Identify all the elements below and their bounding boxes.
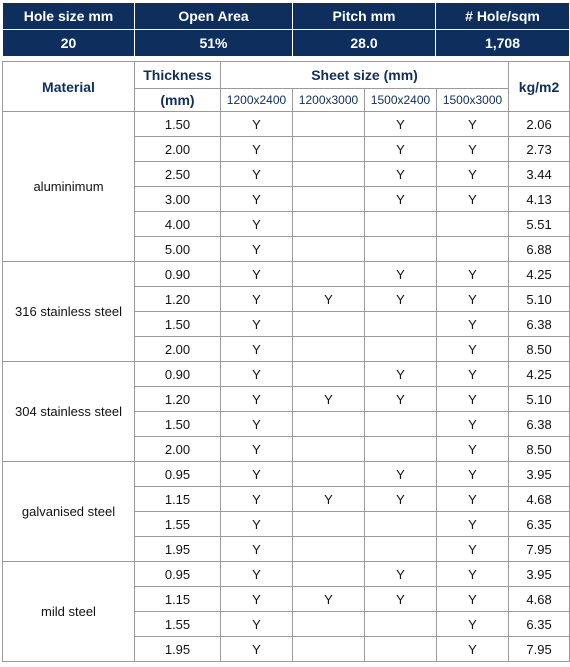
size-1200x2400-cell: Y	[221, 512, 293, 537]
summary-header-pitch: Pitch mm	[293, 3, 436, 30]
size-1500x3000-cell: Y	[437, 362, 509, 387]
summary-header-holes-per-sqm: # Hole/sqm	[436, 3, 570, 30]
kg-per-m2-cell: 2.73	[509, 137, 570, 162]
size-1500x3000-cell	[437, 212, 509, 237]
size-1200x2400-cell: Y	[221, 462, 293, 487]
size-1500x3000-cell: Y	[437, 112, 509, 137]
size-1200x3000-cell: Y	[293, 287, 365, 312]
thickness-cell: 3.00	[135, 187, 221, 212]
size-1200x2400-cell: Y	[221, 562, 293, 587]
size-1500x3000-cell: Y	[437, 487, 509, 512]
thickness-cell: 1.95	[135, 537, 221, 562]
table-row	[3, 112, 570, 137]
size-header-1500x2400: 1500x2400	[365, 89, 437, 112]
material-header: Material	[3, 62, 135, 112]
size-1500x3000-cell: Y	[437, 537, 509, 562]
size-1500x2400-cell	[365, 437, 437, 462]
kg-per-m2-cell: 6.35	[509, 612, 570, 637]
size-1200x3000-cell	[293, 237, 365, 262]
kg-per-m2-cell: 8.50	[509, 337, 570, 362]
thickness-cell: 1.50	[135, 312, 221, 337]
kg-per-m2-cell: 5.10	[509, 287, 570, 312]
size-1500x3000-cell: Y	[437, 462, 509, 487]
size-1500x3000-cell: Y	[437, 387, 509, 412]
size-1200x3000-cell	[293, 612, 365, 637]
size-1500x3000-cell: Y	[437, 162, 509, 187]
size-1500x2400-cell	[365, 312, 437, 337]
size-1200x2400-cell: Y	[221, 587, 293, 612]
size-1200x2400-cell: Y	[221, 362, 293, 387]
kg-per-m2-cell: 7.95	[509, 537, 570, 562]
size-1200x3000-cell	[293, 212, 365, 237]
thickness-cell: 1.95	[135, 637, 221, 662]
size-header-1500x3000: 1500x3000	[437, 89, 509, 112]
size-1200x3000-cell	[293, 537, 365, 562]
kg-per-m2-cell: 4.25	[509, 362, 570, 387]
spec-body	[3, 112, 570, 662]
kg-per-m2-cell: 4.68	[509, 487, 570, 512]
size-1500x3000-cell: Y	[437, 312, 509, 337]
size-1200x3000-cell: Y	[293, 387, 365, 412]
size-1500x2400-cell: Y	[365, 287, 437, 312]
material-cell: mild steel	[3, 562, 135, 662]
size-1500x2400-cell	[365, 612, 437, 637]
summary-value-row	[3, 30, 570, 57]
size-1200x2400-cell: Y	[221, 387, 293, 412]
thickness-cell: 0.90	[135, 262, 221, 287]
spec-header-row	[3, 62, 570, 89]
size-1200x3000-cell	[293, 362, 365, 387]
size-1200x2400-cell: Y	[221, 137, 293, 162]
thickness-cell: 2.00	[135, 137, 221, 162]
kg-header: kg/m2	[509, 62, 570, 112]
size-1200x2400-cell: Y	[221, 437, 293, 462]
size-1500x2400-cell: Y	[365, 562, 437, 587]
size-1500x3000-cell: Y	[437, 587, 509, 612]
thickness-cell: 4.00	[135, 212, 221, 237]
thickness-cell: 1.20	[135, 387, 221, 412]
size-1200x2400-cell: Y	[221, 162, 293, 187]
thickness-cell: 1.15	[135, 487, 221, 512]
thickness-cell: 2.50	[135, 162, 221, 187]
size-1500x3000-cell: Y	[437, 637, 509, 662]
summary-value-open-area: 51%	[135, 30, 293, 57]
spec-table	[2, 61, 570, 662]
size-1500x2400-cell	[365, 537, 437, 562]
size-1500x2400-cell	[365, 237, 437, 262]
kg-per-m2-cell: 3.95	[509, 562, 570, 587]
summary-table	[2, 2, 570, 57]
size-1200x2400-cell: Y	[221, 537, 293, 562]
size-1200x3000-cell	[293, 137, 365, 162]
size-1200x3000-cell	[293, 112, 365, 137]
material-cell: galvanised steel	[3, 462, 135, 562]
material-cell: aluminimum	[3, 112, 135, 262]
size-1200x2400-cell: Y	[221, 612, 293, 637]
kg-per-m2-cell: 4.25	[509, 262, 570, 287]
thickness-cell: 1.50	[135, 412, 221, 437]
thickness-cell: 0.95	[135, 462, 221, 487]
size-1500x3000-cell: Y	[437, 512, 509, 537]
size-1500x3000-cell: Y	[437, 612, 509, 637]
kg-per-m2-cell: 8.50	[509, 437, 570, 462]
size-1200x3000-cell: Y	[293, 587, 365, 612]
size-1200x2400-cell: Y	[221, 312, 293, 337]
thickness-cell: 0.95	[135, 562, 221, 587]
summary-header-open-area: Open Area	[135, 3, 293, 30]
thickness-header: Thickness	[135, 62, 221, 89]
kg-per-m2-cell: 6.38	[509, 312, 570, 337]
size-header-1200x3000: 1200x3000	[293, 89, 365, 112]
summary-value-hole-size: 20	[3, 30, 135, 57]
kg-per-m2-cell: 3.44	[509, 162, 570, 187]
table-row	[3, 262, 570, 287]
kg-per-m2-cell: 4.13	[509, 187, 570, 212]
thickness-cell: 1.50	[135, 112, 221, 137]
size-1500x2400-cell: Y	[365, 112, 437, 137]
size-1500x3000-cell: Y	[437, 137, 509, 162]
size-1200x3000-cell	[293, 562, 365, 587]
kg-per-m2-cell: 4.68	[509, 587, 570, 612]
size-1200x2400-cell: Y	[221, 637, 293, 662]
size-1200x2400-cell: Y	[221, 212, 293, 237]
size-1500x2400-cell: Y	[365, 462, 437, 487]
size-1500x3000-cell: Y	[437, 187, 509, 212]
size-1200x3000-cell	[293, 312, 365, 337]
sheet-size-header: Sheet size (mm)	[221, 62, 509, 89]
size-1200x3000-cell	[293, 187, 365, 212]
size-1200x2400-cell: Y	[221, 237, 293, 262]
table-row	[3, 362, 570, 387]
kg-per-m2-cell: 5.51	[509, 212, 570, 237]
thickness-cell: 2.00	[135, 337, 221, 362]
size-1500x2400-cell: Y	[365, 362, 437, 387]
kg-per-m2-cell: 6.35	[509, 512, 570, 537]
size-1500x2400-cell	[365, 637, 437, 662]
size-1500x3000-cell: Y	[437, 262, 509, 287]
thickness-unit-header: (mm)	[135, 89, 221, 112]
kg-per-m2-cell: 6.38	[509, 412, 570, 437]
size-1200x3000-cell: Y	[293, 487, 365, 512]
summary-value-pitch: 28.0	[293, 30, 436, 57]
material-cell: 304 stainless steel	[3, 362, 135, 462]
size-1200x2400-cell: Y	[221, 262, 293, 287]
kg-per-m2-cell: 3.95	[509, 462, 570, 487]
size-1200x2400-cell: Y	[221, 112, 293, 137]
size-1200x3000-cell	[293, 412, 365, 437]
kg-per-m2-cell: 5.10	[509, 387, 570, 412]
size-1200x2400-cell: Y	[221, 412, 293, 437]
summary-header-row	[3, 3, 570, 30]
size-1500x3000-cell: Y	[437, 337, 509, 362]
size-1500x2400-cell: Y	[365, 162, 437, 187]
size-1200x3000-cell	[293, 337, 365, 362]
thickness-cell: 1.15	[135, 587, 221, 612]
size-1200x2400-cell: Y	[221, 287, 293, 312]
size-1500x2400-cell: Y	[365, 187, 437, 212]
thickness-cell: 1.55	[135, 612, 221, 637]
kg-per-m2-cell: 7.95	[509, 637, 570, 662]
thickness-cell: 1.55	[135, 512, 221, 537]
thickness-cell: 0.90	[135, 362, 221, 387]
table-row	[3, 562, 570, 587]
size-1200x2400-cell: Y	[221, 487, 293, 512]
size-1500x2400-cell	[365, 212, 437, 237]
size-1500x2400-cell: Y	[365, 587, 437, 612]
size-1200x3000-cell	[293, 162, 365, 187]
size-1200x3000-cell	[293, 512, 365, 537]
size-1200x3000-cell	[293, 262, 365, 287]
size-1500x2400-cell: Y	[365, 487, 437, 512]
thickness-cell: 5.00	[135, 237, 221, 262]
size-1500x2400-cell: Y	[365, 137, 437, 162]
size-1200x3000-cell	[293, 437, 365, 462]
thickness-cell: 2.00	[135, 437, 221, 462]
size-1500x2400-cell	[365, 512, 437, 537]
size-1500x2400-cell: Y	[365, 262, 437, 287]
size-1200x3000-cell	[293, 462, 365, 487]
size-1500x3000-cell	[437, 237, 509, 262]
table-row	[3, 462, 570, 487]
thickness-cell: 1.20	[135, 287, 221, 312]
size-1200x2400-cell: Y	[221, 337, 293, 362]
size-1500x3000-cell: Y	[437, 562, 509, 587]
size-1500x3000-cell: Y	[437, 287, 509, 312]
size-1500x3000-cell: Y	[437, 412, 509, 437]
summary-header-hole-size: Hole size mm	[3, 3, 135, 30]
size-1500x2400-cell	[365, 412, 437, 437]
kg-per-m2-cell: 2.06	[509, 112, 570, 137]
summary-value-holes-per-sqm: 1,708	[436, 30, 570, 57]
kg-per-m2-cell: 6.88	[509, 237, 570, 262]
size-1500x2400-cell: Y	[365, 387, 437, 412]
material-cell: 316 stainless steel	[3, 262, 135, 362]
size-1500x2400-cell	[365, 337, 437, 362]
size-1200x2400-cell: Y	[221, 187, 293, 212]
size-1500x3000-cell: Y	[437, 437, 509, 462]
size-1200x3000-cell	[293, 637, 365, 662]
size-header-1200x2400: 1200x2400	[221, 89, 293, 112]
